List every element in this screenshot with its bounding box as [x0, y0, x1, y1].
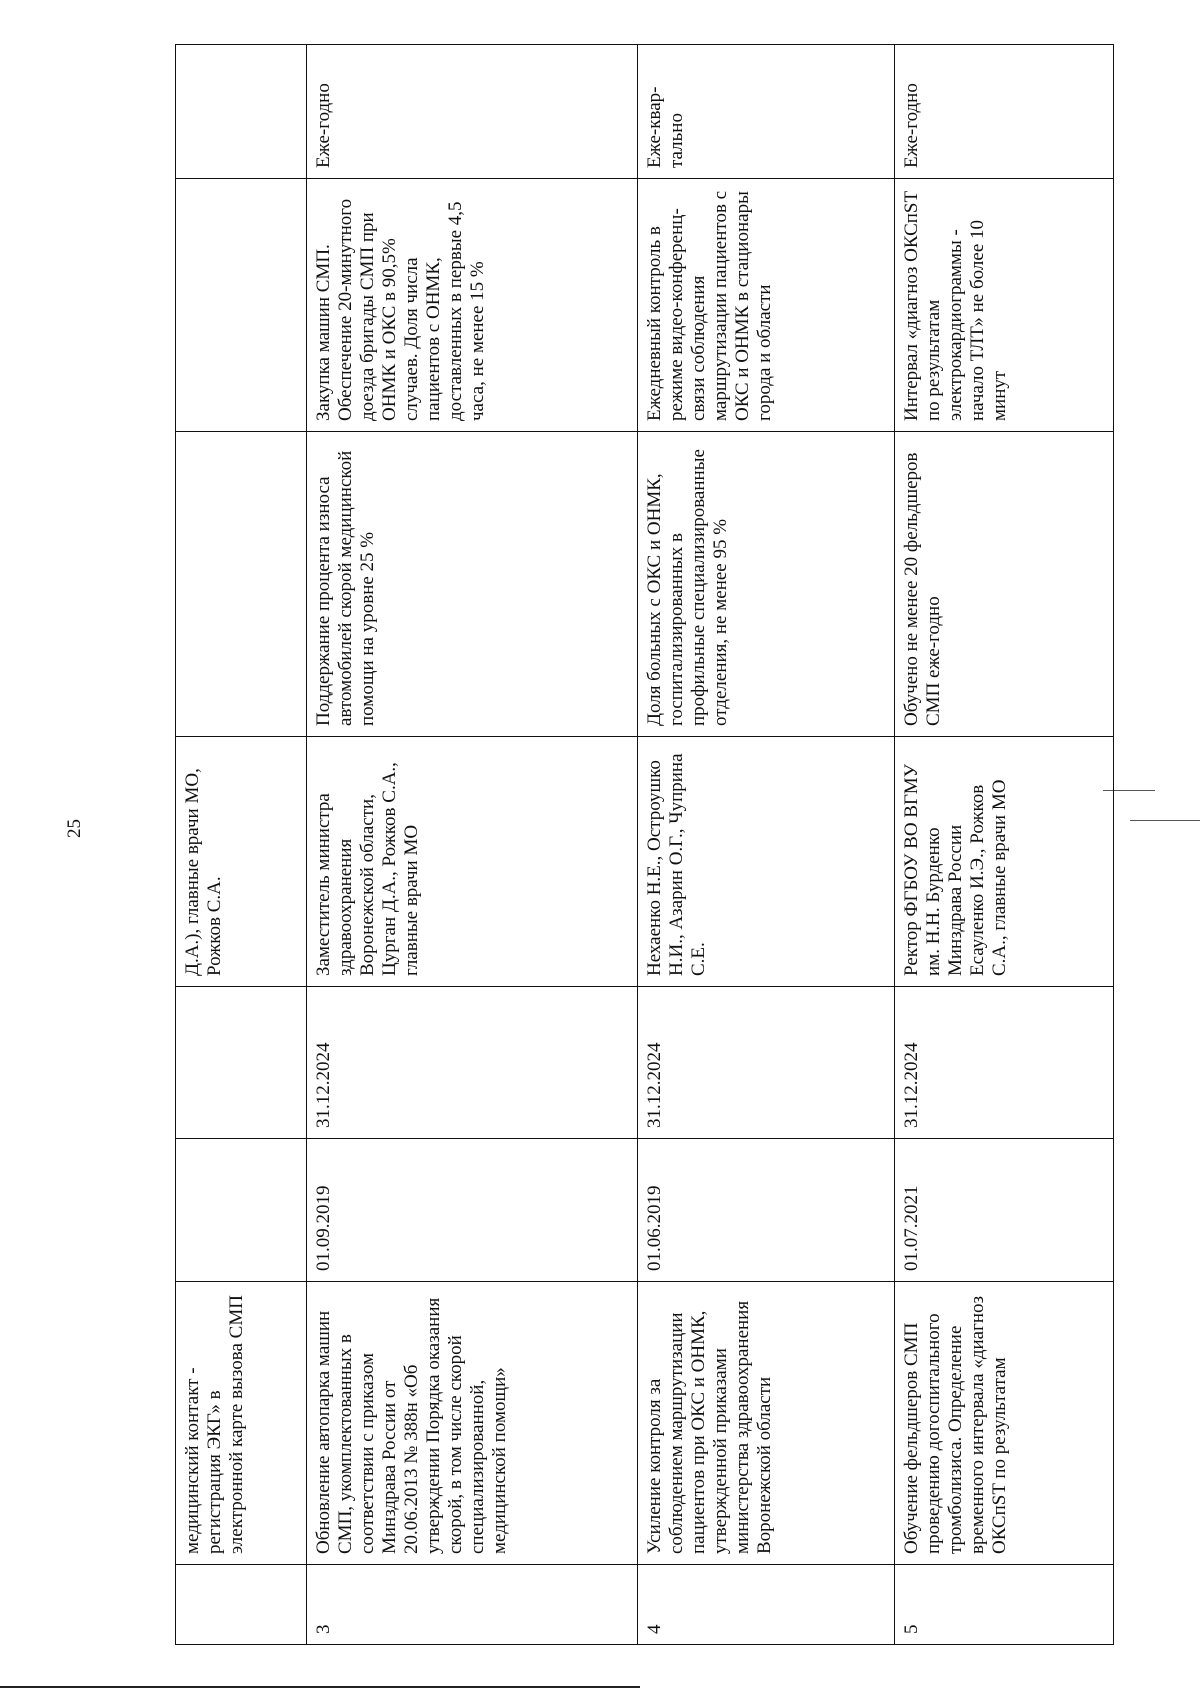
responsible-cell: Д.А.), главные врачи МО, Рожков С.А. [176, 737, 307, 987]
row-number: 3 [307, 1565, 638, 1645]
end-date-cell: 31.12.2024 [895, 987, 1114, 1139]
indicator-cell: Ежедневный контроль в режиме видео-конференц-связи соблюдения маршрутизации пациентов с ОКС и ОНМК в стационары города и области [638, 179, 895, 432]
result-cell: Поддержание процента износа автомобилей скорой медицинской помощи на уровне 25 % [307, 432, 638, 737]
measure-cell: Усиление контроля за соблюдением маршрутизации пациентов при ОКС и ОНМК, утвержденной приказами министерства здравоохранения Воронежской области [638, 1282, 895, 1565]
end-date-cell: 31.12.2024 [638, 987, 895, 1139]
page-edge-rule [0, 1686, 640, 1688]
row-number [176, 1565, 307, 1645]
responsible-cell: Ректор ФГБОУ ВО ВГМУ им. Н.Н. Бурденко Минздрава России Есауленко И.Э., Рожков С.А., главные врачи МО [895, 737, 1114, 987]
indicator-cell [176, 179, 307, 432]
start-date-cell [176, 1139, 307, 1282]
responsible-cell: Нехаенко Н.Е., Остроушко Н.И., Азарин О.Г., Чуприна С.Е. [638, 737, 895, 987]
frequency-cell [176, 45, 307, 179]
scan-mark [1130, 820, 1200, 821]
frequency-cell: Еже-годно [307, 45, 638, 179]
end-date-cell: 31.12.2024 [307, 987, 638, 1139]
table-row [895, 45, 1114, 1645]
page-number: 25 [64, 819, 85, 838]
responsible-cell: Заместитель министра здравоохранения Воронежской области, Цурган Д.А., Рожков С.А., главные врачи МО [307, 737, 638, 987]
table-row [638, 45, 895, 1645]
row-number: 5 [895, 1565, 1114, 1645]
start-date-cell: 01.09.2019 [307, 1139, 638, 1282]
start-date-cell: 01.06.2019 [638, 1139, 895, 1282]
result-cell: Обучено не менее 20 фельдшеров СМП еже-годно [895, 432, 1114, 737]
start-date-cell: 01.07.2021 [895, 1139, 1114, 1282]
measure-cell: Обучение фельдшеров СМП проведению догоспитального тромболизиса. Определение временного интервала «диагноз ОКСпST по результатам [895, 1282, 1114, 1565]
schedule-table [175, 44, 1114, 1645]
indicator-cell: Закупка машин СМП. Обеспечение 20-минутного доезда бригады СМП при ОНМК и ОКС в 90,5% случаев. Доля числа пациентов с ОНМК, доставленных в первые 4,5 часа, не менее 15 % [307, 179, 638, 432]
indicator-cell: Интервал «диагноз ОКСпST по результатам электрокардиограммы - начало ТЛТ» не более 10 минут [895, 179, 1114, 432]
end-date-cell [176, 987, 307, 1139]
measure-cell: Обновление автопарка машин СМП, укомплектованных в соответствии с приказом Минздрава России от 20.06.2013 № 388н «Об утверждении Порядка оказания скорой, в том числе скорой специализированной, медицинской помощи» [307, 1282, 638, 1565]
frequency-cell: Еже-годно [895, 45, 1114, 179]
rotated-table-wrapper [175, 45, 1100, 1645]
result-cell: Доля больных с ОКС и ОНМК, госпитализированных в профильные специализированные отделения, не менее 95 % [638, 432, 895, 737]
result-cell [176, 432, 307, 737]
row-number: 4 [638, 1565, 895, 1645]
table-row [307, 45, 638, 1645]
frequency-cell: Еже-квар-тально [638, 45, 895, 179]
measure-cell: медицинский контакт - регистрация ЭКГ» в электронной карте вызова СМП [176, 1282, 307, 1565]
table-row [176, 45, 307, 1645]
